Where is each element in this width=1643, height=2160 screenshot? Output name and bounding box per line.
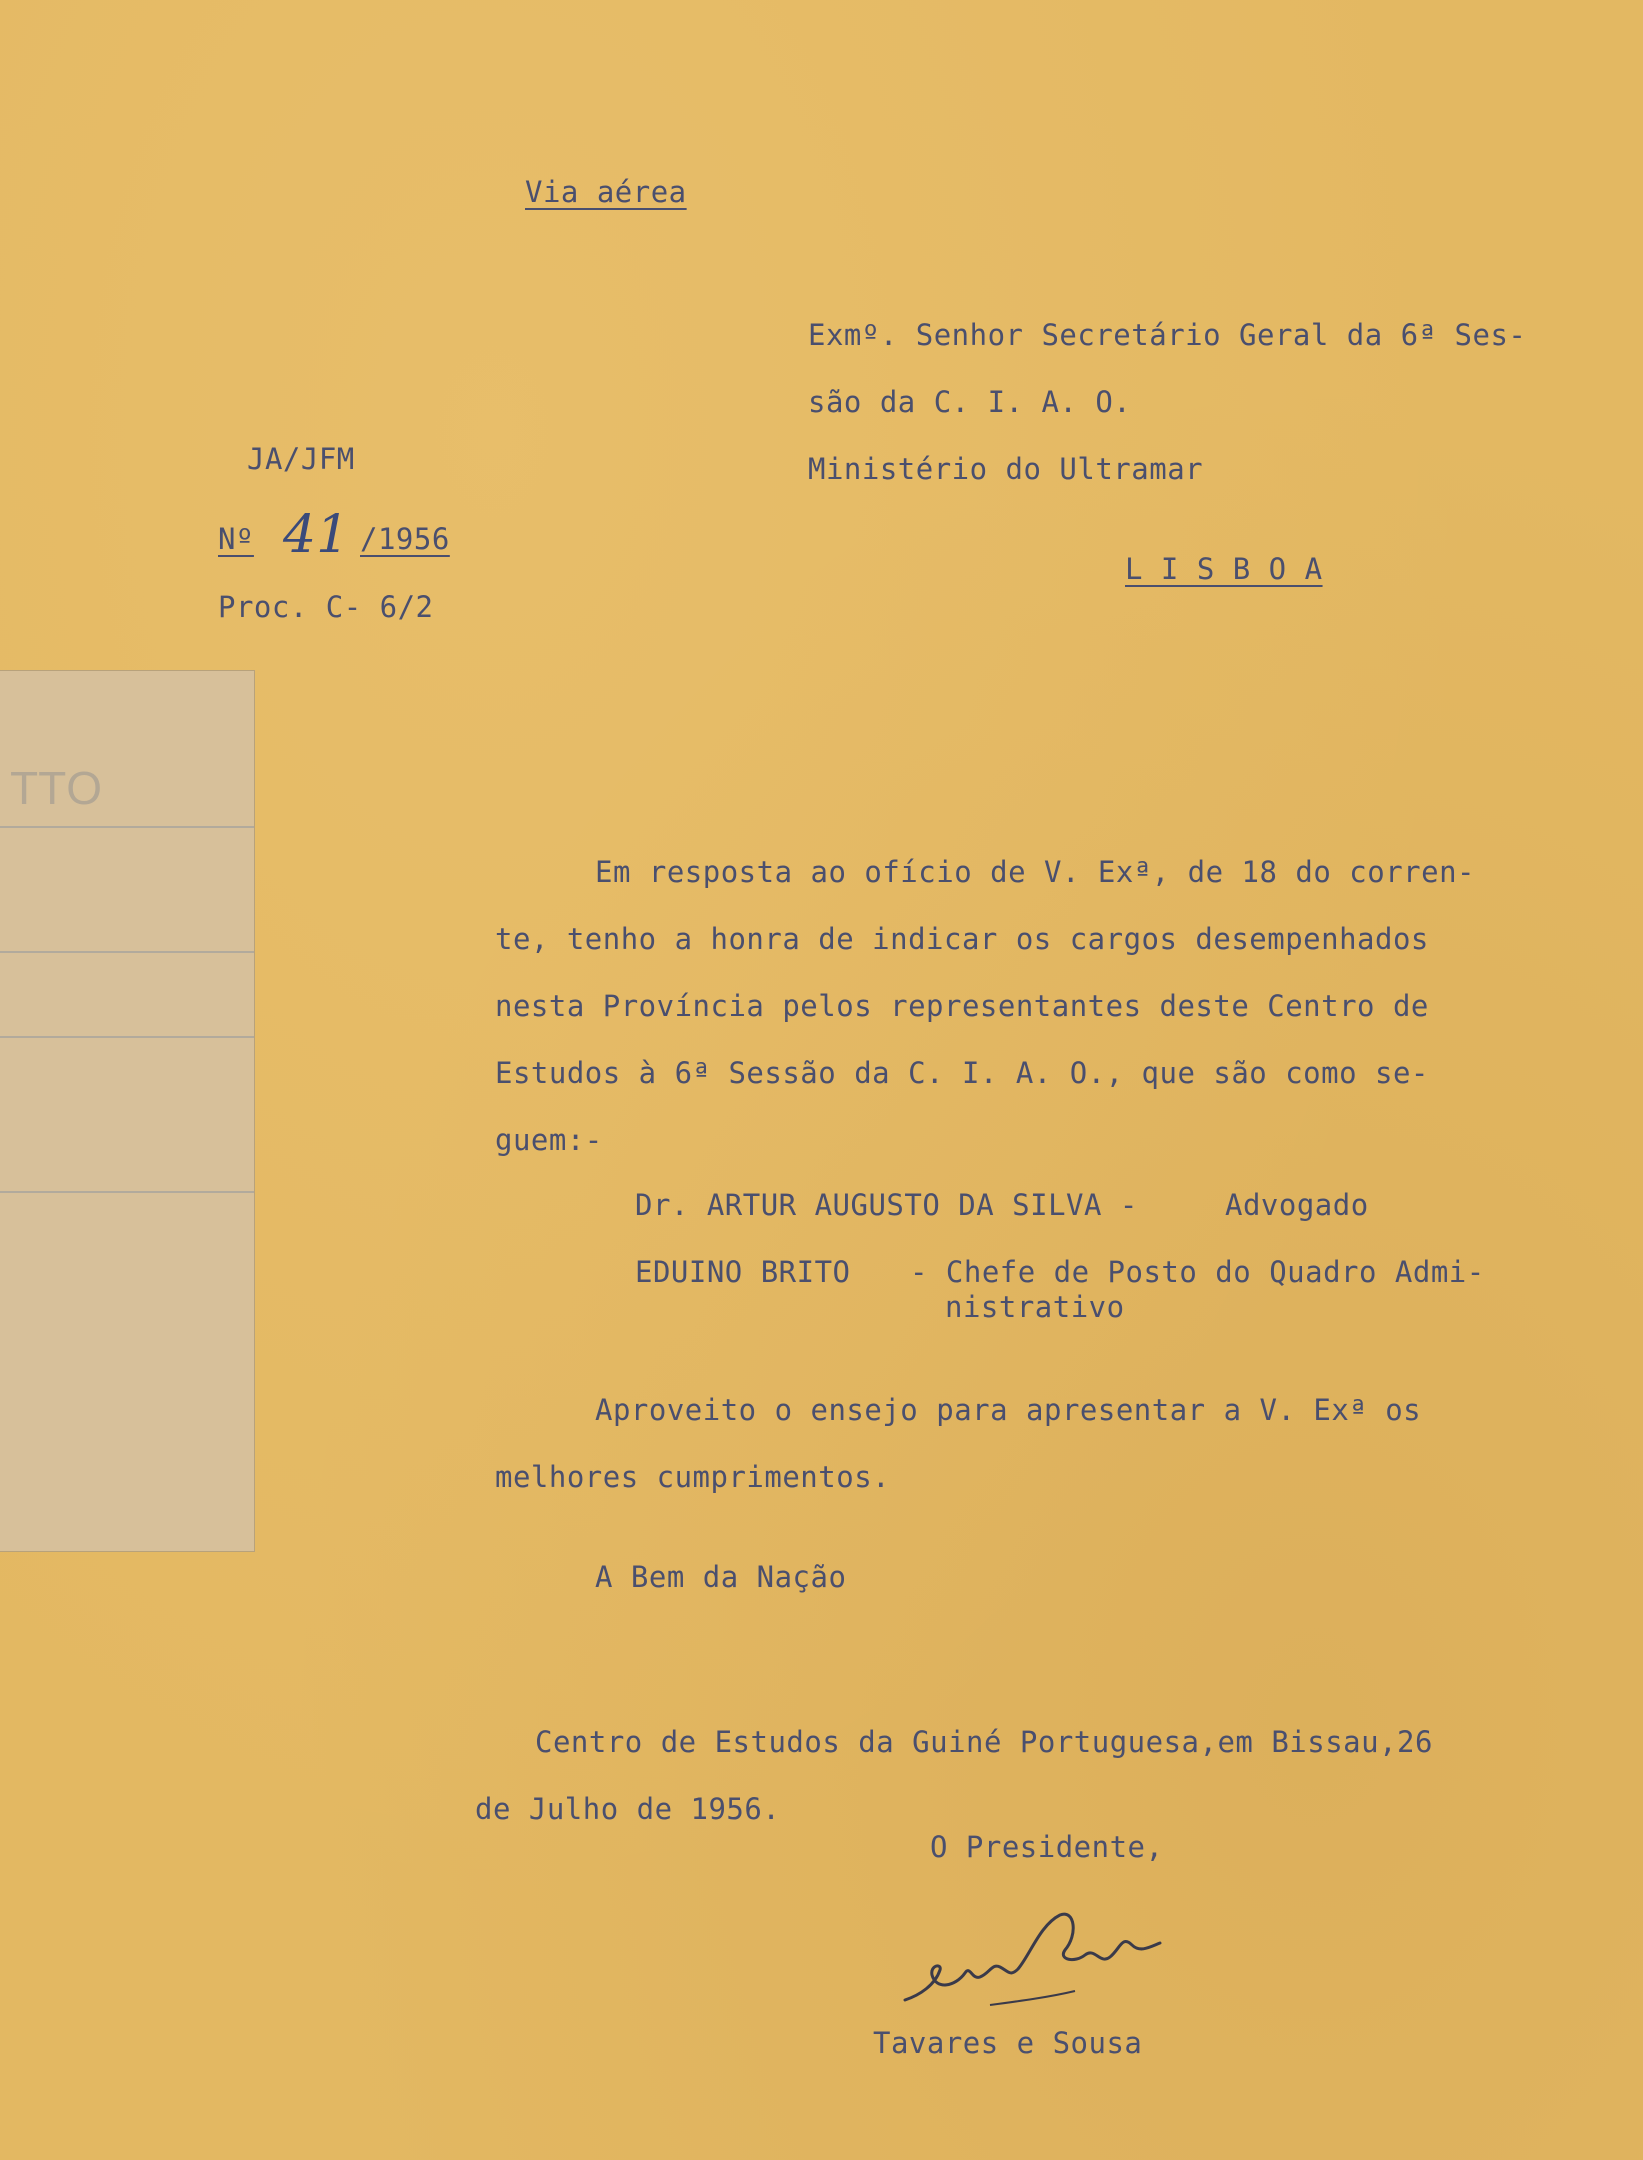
- addressee-line-2: são da C. I. A. O.: [808, 385, 1132, 419]
- representative-1-role: Advogado: [1225, 1188, 1369, 1222]
- body-p2-line-1: Aproveito o ensejo para apresentar a V. Exª os: [595, 1393, 1422, 1427]
- body-p1-line-4: Estudos à 6ª Sessão da C. I. A. O., que são como se-: [495, 1056, 1429, 1090]
- representative-2-name: EDUINO BRITO: [635, 1255, 851, 1289]
- process-reference: Proc. C- 6/2: [218, 590, 434, 624]
- representative-1-name: Dr. ARTUR AUGUSTO DA SILVA -: [635, 1188, 1138, 1222]
- handwritten-signature: [900, 1905, 1180, 2025]
- slip-rule: [0, 826, 254, 828]
- body-p2-line-2: melhores cumprimentos.: [495, 1460, 891, 1494]
- body-p1-line-2: te, tenho a honra de indicar os cargos desempenhados: [495, 922, 1429, 956]
- reference-number-handwritten: 41: [283, 505, 350, 565]
- reference-number-year: /1956: [360, 522, 450, 556]
- place-date-line-2: de Julho de 1956.: [475, 1792, 781, 1826]
- slip-rule: [0, 1191, 254, 1193]
- attached-paper-slip: [0, 670, 255, 1552]
- slip-rule: [0, 1036, 254, 1038]
- signatory-title: O Presidente,: [930, 1830, 1164, 1864]
- representative-2-role-line-2: nistrativo: [945, 1290, 1125, 1324]
- representative-2-role-line-1: - Chefe de Posto do Quadro Admi-: [910, 1255, 1485, 1289]
- addressee-line-1: Exmº. Senhor Secretário Geral da 6ª Ses-: [808, 318, 1527, 352]
- salutation: A Bem da Nação: [595, 1560, 847, 1594]
- via-aerea-label: Via aérea: [525, 175, 687, 209]
- body-p1-line-5: guem:-: [495, 1123, 603, 1157]
- slip-rule: [0, 951, 254, 953]
- addressee-city: L I S B O A: [1125, 552, 1323, 586]
- signatory-name: Tavares e Sousa: [873, 2026, 1143, 2060]
- slip-show-through-mark: OTT: [10, 762, 102, 814]
- place-date-line-1: Centro de Estudos da Guiné Portuguesa,em Bissau,26: [535, 1725, 1433, 1759]
- reference-initials: JA/JFM: [247, 442, 355, 476]
- reference-number-prefix: Nº: [218, 522, 254, 556]
- addressee-line-3: Ministério do Ultramar: [808, 452, 1204, 486]
- body-p1-line-3: nesta Província pelos representantes deste Centro de: [495, 989, 1429, 1023]
- body-p1-line-1: Em resposta ao ofício de V. Exª, de 18 do corren-: [595, 855, 1476, 889]
